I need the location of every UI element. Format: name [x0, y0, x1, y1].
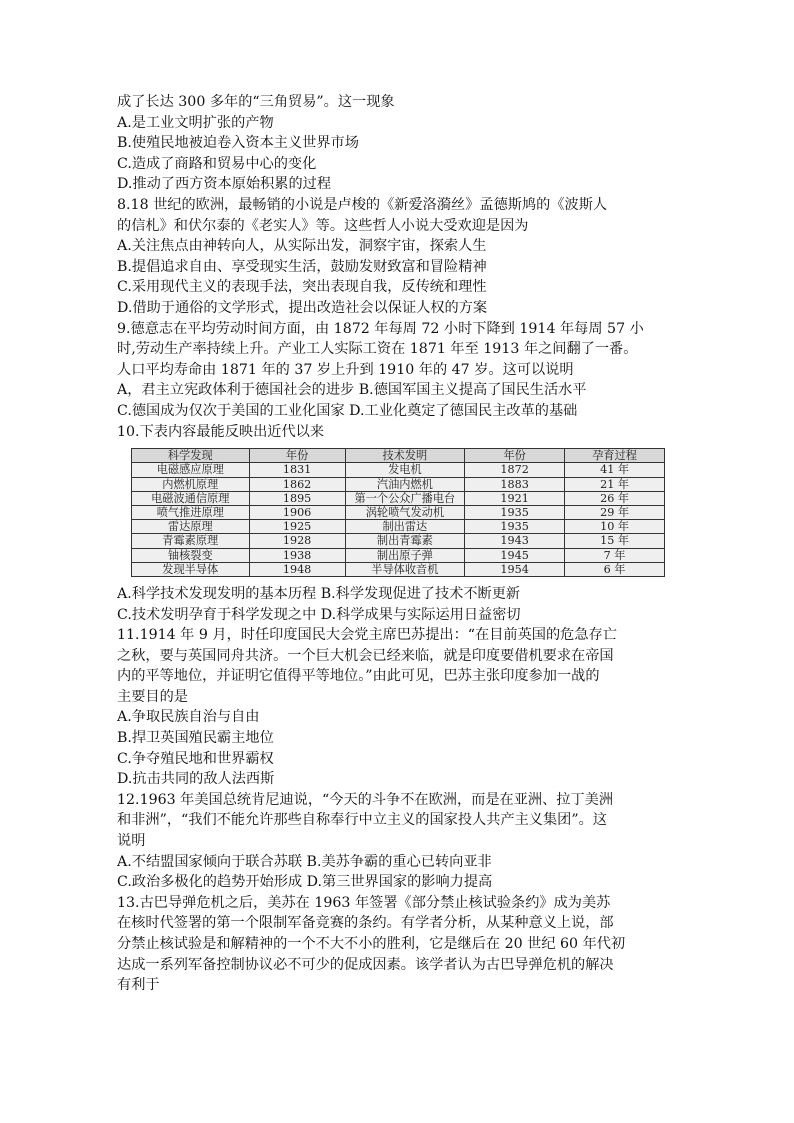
- table-row: [132, 548, 665, 562]
- header-cell: 孕育过程: [565, 449, 665, 463]
- text-block-top: [117, 92, 679, 442]
- exam-page: [117, 92, 679, 996]
- table-cell: 1895: [249, 491, 345, 505]
- table-cell: 1906: [249, 505, 345, 519]
- table-cell: 1935: [465, 505, 565, 519]
- table-cell: 1921: [465, 491, 565, 505]
- table-header-row: [132, 449, 665, 463]
- table-cell: 1943: [465, 534, 565, 548]
- question-line: 之秋，要与英国同舟共济。一个巨大机会已经来临，就是印度要借机要求在帝国: [117, 647, 614, 664]
- header-cell: 年份: [249, 449, 345, 463]
- table-cell: 1938: [249, 548, 345, 562]
- question-line: 13.古巴导弹危机之后，美苏在 1963 年签署《部分禁止核试验条约》成为美苏: [117, 894, 611, 911]
- table-cell: 1945: [465, 548, 565, 562]
- option-line: B.捍卫英国殖民霸主地位: [117, 730, 274, 747]
- table-cell: 21 年: [565, 477, 665, 491]
- table-cell: 制出青霉素: [345, 534, 465, 548]
- table-cell: 1925: [249, 520, 345, 534]
- question-line: 内的平等地位，并证明它值得平等地位。”由此可见，巴苏主张印度参加一战的: [117, 668, 600, 685]
- option-line: D.抗击共同的敌人法西斯: [117, 771, 275, 788]
- table-cell: 6 年: [565, 562, 665, 576]
- question-line: 时,劳动生产率持续上升。产业工人实际工资在 1871 年至 1913 年之间翻了一番。: [117, 341, 638, 358]
- option-line: C.采用现代主义的表现手法，突出表现自我，反传统和理性: [117, 279, 487, 296]
- question-line: 12.1963 年美国总统肯尼迪说，“今天的斗争不在欧洲，而是在亚洲、拉丁美洲: [117, 791, 614, 808]
- table-cell: 汽油内燃机: [345, 477, 465, 491]
- table-cell: 电磁波通信原理: [132, 491, 250, 505]
- question-line: 和非洲”，“我们不能允许那些自称奉行中立主义的国家投人共产主义集团”。这: [117, 812, 607, 829]
- question-line: 主要目的是: [117, 688, 188, 705]
- table-cell: 26 年: [565, 491, 665, 505]
- table-cell: 10 年: [565, 520, 665, 534]
- table-cell: 41 年: [565, 463, 665, 477]
- option-line: C.争夺殖民地和世界霸权: [117, 750, 274, 767]
- option-line: C.德国成为仅次于美国的工业化国家 D.工业化奠定了德国民主改革的基础: [117, 402, 578, 419]
- question-line: 10.下表内容最能反映出近代以来: [117, 423, 325, 440]
- science-tech-table: [131, 448, 665, 577]
- table-cell: 29 年: [565, 505, 665, 519]
- option-line: A.关注焦点由神转向人，从实际出发，洞察宇宙，探索人生: [117, 238, 487, 255]
- table-cell: 喷气推进原理: [132, 505, 250, 519]
- table-cell: 1928: [249, 534, 345, 548]
- science-tech-table-wrap: [131, 448, 665, 577]
- option-line: B.提倡追求自由、享受现实生活，鼓励发财致富和冒险精神: [117, 258, 487, 275]
- question-line: 8.18 世纪的欧洲，最畅销的小说是卢梭的《新爱洛漪丝》孟德斯鸠的《波斯人: [117, 196, 608, 213]
- option-line: C.政治多极化的趋势开始形成 D.第三世界国家的影响力提高: [117, 874, 493, 891]
- table-row: [132, 463, 665, 477]
- table-cell: 发现半导体: [132, 562, 250, 576]
- option-line: B.使殖民地被迫卷入资本主义世界市场: [117, 135, 359, 152]
- question-line: 的信札》和伏尔泰的《老实人》等。这些哲人小说大受欢迎是因为: [117, 217, 529, 234]
- option-line: A.不结盟国家倾向于联合苏联 B.美苏争霸的重心已转向亚非: [117, 853, 492, 870]
- text-line: 成了长达 300 多年的“三角贸易”。这一现象: [117, 94, 395, 110]
- table-cell: 1883: [465, 477, 565, 491]
- table-cell: 1862: [249, 477, 345, 491]
- table-cell: 1831: [249, 463, 345, 477]
- table-cell: 内燃机原理: [132, 477, 250, 491]
- table-cell: 1954: [465, 562, 565, 576]
- table-row: [132, 520, 665, 534]
- question-line: 说明: [117, 833, 146, 850]
- text-block-bottom: [117, 584, 679, 996]
- question-line: 在核时代签署的第一个限制军备竞赛的条约。有学者分析，从某种意义上说，部: [117, 915, 614, 932]
- table-cell: 制出原子弹: [345, 548, 465, 562]
- header-cell: 科学发现: [132, 449, 250, 463]
- table-row: [132, 534, 665, 548]
- question-line: 9.德意志在平均劳动时间方面，由 1872 年每周 72 小时下降到 1914 年每周 57 小: [117, 320, 644, 337]
- question-line: 有利于: [117, 977, 160, 994]
- option-line: D.推动了西方资本原始积累的过程: [117, 176, 332, 193]
- table-cell: 第一个公众广播电台: [345, 491, 465, 505]
- table-cell: 1872: [465, 463, 565, 477]
- option-line: A.是工业文明扩张的产物: [117, 114, 274, 131]
- option-line: A，君主立宪政体利于德国社会的进步 B.德国军国主义提高了国民生活水平: [117, 382, 587, 399]
- table-cell: 涡轮喷气发动机: [345, 505, 465, 519]
- table-cell: 电磁感应原理: [132, 463, 250, 477]
- question-line: 达成一系列军备控制协议必不可少的促成因素。该学者认为古巴导弹危机的解决: [117, 956, 614, 973]
- table-cell: 1948: [249, 562, 345, 576]
- question-line: 人口平均寿命由 1871 年的 37 岁上升到 1910 年的 47 岁。这可以说明: [117, 361, 574, 378]
- table-row: [132, 477, 665, 491]
- question-line: 分禁止核试验是和解精神的一个不大不小的胜利，它是继后在 20 世纪 60 年代初: [117, 936, 626, 953]
- table-cell: 制出雷达: [345, 520, 465, 534]
- table-cell: 半导体收音机: [345, 562, 465, 576]
- table-cell: 7 年: [565, 548, 665, 562]
- table-cell: 铀核裂变: [132, 548, 250, 562]
- header-cell: 技术发明: [345, 449, 465, 463]
- header-cell: 年份: [465, 449, 565, 463]
- table-row: [132, 562, 665, 576]
- option-line: C.技术发明孕育于科学发现之中 D.科学成果与实际运用日益密切: [117, 606, 521, 623]
- table-cell: 青霉素原理: [132, 534, 250, 548]
- option-line: C.造成了商路和贸易中心的变化: [117, 155, 317, 172]
- table-cell: 发电机: [345, 463, 465, 477]
- table-cell: 1935: [465, 520, 565, 534]
- option-line: A.科学技术发现发明的基本历程 B.科学发现促进了技术不断更新: [117, 585, 521, 602]
- table-cell: 15 年: [565, 534, 665, 548]
- question-line: 11.1914 年 9 月，时任印度国民大会党主席巴苏提出：“在目前英国的危急存亡: [117, 627, 617, 644]
- table-row: [132, 491, 665, 505]
- option-line: D.借助于通俗的文学形式，提出改造社会以保证人权的方案: [117, 299, 488, 316]
- table-row: [132, 505, 665, 519]
- table-cell: 雷达原理: [132, 520, 250, 534]
- option-line: A.争取民族自治与自由: [117, 709, 260, 726]
